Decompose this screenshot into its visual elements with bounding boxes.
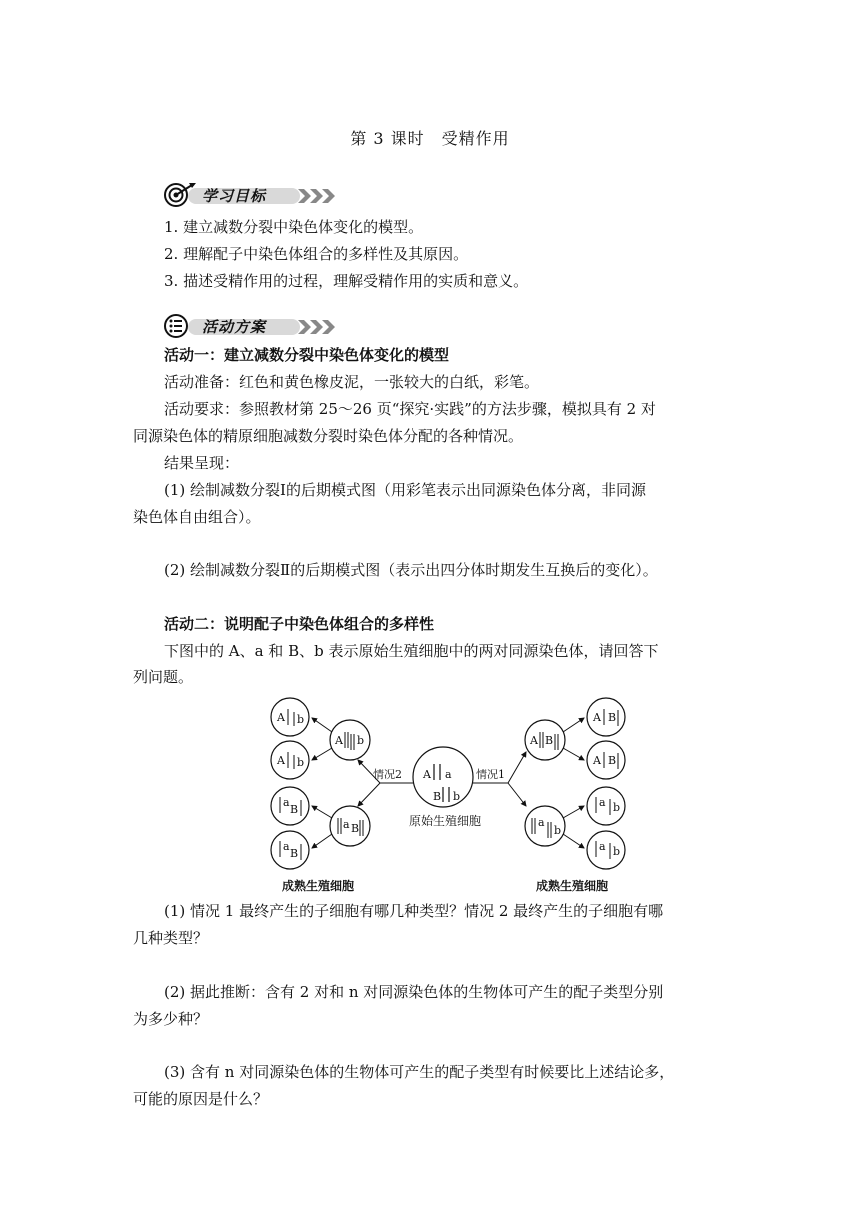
activity1-title: 活动一：建立减数分裂中染色体变化的模型 <box>164 346 450 364</box>
activity1-req-line1: 活动要求：参照教材第 25～26 页“探究·实践”的方法步骤，模拟具有 2 对 <box>164 400 656 418</box>
activity1-req-line2: 同源染色体的精原细胞减数分裂时染色体分配的各种情况。 <box>133 427 524 445</box>
svg-text:B: B <box>290 803 299 816</box>
mature-cells-caption-right: 成熟生殖细胞 <box>536 879 609 893</box>
mature-cell-right-3 <box>587 787 625 825</box>
mature-cell-right-4 <box>587 831 625 869</box>
activity-plan-banner <box>162 313 338 339</box>
svg-text:b: b <box>554 824 562 837</box>
svg-text:B: B <box>608 711 617 724</box>
svg-text:A: A <box>593 754 601 767</box>
activity1-prep: 活动准备：红色和黄色橡皮泥，一张较大的白纸，彩笔。 <box>164 373 540 391</box>
svg-text:b: b <box>613 845 621 858</box>
goal-item-2: 2. 理解配子中染色体组合的多样性及其原因。 <box>164 245 469 263</box>
mature-cells-caption-left: 成熟生殖细胞 <box>282 879 355 893</box>
activity2-title: 活动二：说明配子中染色体组合的多样性 <box>164 615 435 633</box>
activity2-q3-line2: 可能的原因是什么？ <box>133 1090 269 1108</box>
activity2-q2-line2: 为多少种？ <box>133 1010 209 1028</box>
banner-title: 学习目标 <box>202 187 267 205</box>
target-icon <box>162 182 198 208</box>
svg-text:B: B <box>608 754 617 767</box>
case2-cell-bottom <box>330 806 370 846</box>
svg-text:a: a <box>599 796 606 809</box>
mature-cell-left-4 <box>271 831 309 869</box>
mature-cell-left-3 <box>271 787 309 825</box>
activity1-q1-line2: 染色体自由组合）。 <box>133 508 261 526</box>
activity2-q1-line1: (1) 情况 1 最终产生的子细胞有哪几种类型？情况 2 最终产生的子细胞有哪 <box>164 902 664 920</box>
original-germ-cell <box>413 747 473 807</box>
center-label-a: a <box>445 768 452 781</box>
svg-text:A: A <box>277 711 285 724</box>
case2-label: 情况2 <box>373 768 402 781</box>
svg-text:a: a <box>283 840 290 853</box>
mature-cell-left-2 <box>271 741 309 779</box>
svg-text:B: B <box>290 847 299 860</box>
svg-text:B: B <box>351 822 360 835</box>
chevrons-icon <box>298 318 338 336</box>
activity2-intro-line2: 列问题。 <box>133 668 194 686</box>
original-cell-caption: 原始生殖细胞 <box>409 814 482 828</box>
case2-cell-top <box>330 720 370 760</box>
svg-text:a: a <box>283 796 290 809</box>
center-label-A: A <box>423 768 431 781</box>
goal-item-1: 1. 建立减数分裂中染色体变化的模型。 <box>164 218 424 236</box>
svg-text:b: b <box>297 713 305 726</box>
activity2-q1-line2: 几种类型？ <box>133 929 209 947</box>
case1-label: 情况1 <box>476 768 505 781</box>
svg-text:A: A <box>593 711 601 724</box>
svg-text:B: B <box>545 734 554 747</box>
center-label-B: B <box>433 790 442 803</box>
svg-text:A: A <box>530 734 538 747</box>
svg-text:b: b <box>297 756 305 769</box>
case1-cell-top <box>525 720 565 760</box>
list-icon <box>162 313 198 339</box>
svg-text:A: A <box>335 734 343 747</box>
svg-text:a: a <box>599 840 606 853</box>
activity1-q2: (2) 绘制减数分裂Ⅱ的后期模式图（表示出四分体时期发生互换后的变化）。 <box>164 561 658 579</box>
goal-item-3: 3. 描述受精作用的过程，理解受精作用的实质和意义。 <box>164 272 529 290</box>
svg-text:b: b <box>357 734 365 747</box>
page-title: 第 3 课时 受精作用 <box>350 129 510 148</box>
banner-title: 活动方案 <box>202 318 267 336</box>
svg-text:A: A <box>277 754 285 767</box>
chevrons-icon <box>298 187 338 205</box>
svg-text:a: a <box>343 818 350 831</box>
case1-cell-bottom <box>525 806 565 846</box>
mature-cell-right-2 <box>587 741 625 779</box>
chromosome-diagram <box>268 690 640 896</box>
activity1-q1-line1: (1) 绘制减数分裂Ⅰ的后期模式图（用彩笔表示出同源染色体分离，非同源 <box>164 481 646 499</box>
mature-cell-left-1 <box>271 698 309 736</box>
svg-text:b: b <box>613 801 621 814</box>
mature-cell-right-1 <box>587 698 625 736</box>
center-label-b: b <box>453 790 461 803</box>
activity2-q3-line1: (3) 含有 n 对同源染色体的生物体可产生的配子类型有时候要比上述结论多， <box>164 1063 675 1081</box>
svg-text:a: a <box>538 816 545 829</box>
activity1-result: 结果呈现： <box>164 454 240 472</box>
activity2-intro-line1: 下图中的 A、a 和 B、b 表示原始生殖细胞中的两对同源染色体，请回答下 <box>164 642 659 660</box>
learning-goals-banner <box>162 182 338 208</box>
activity2-q2-line1: (2) 据此推断：含有 2 对和 n 对同源染色体的生物体可产生的配子类型分别 <box>164 983 664 1001</box>
